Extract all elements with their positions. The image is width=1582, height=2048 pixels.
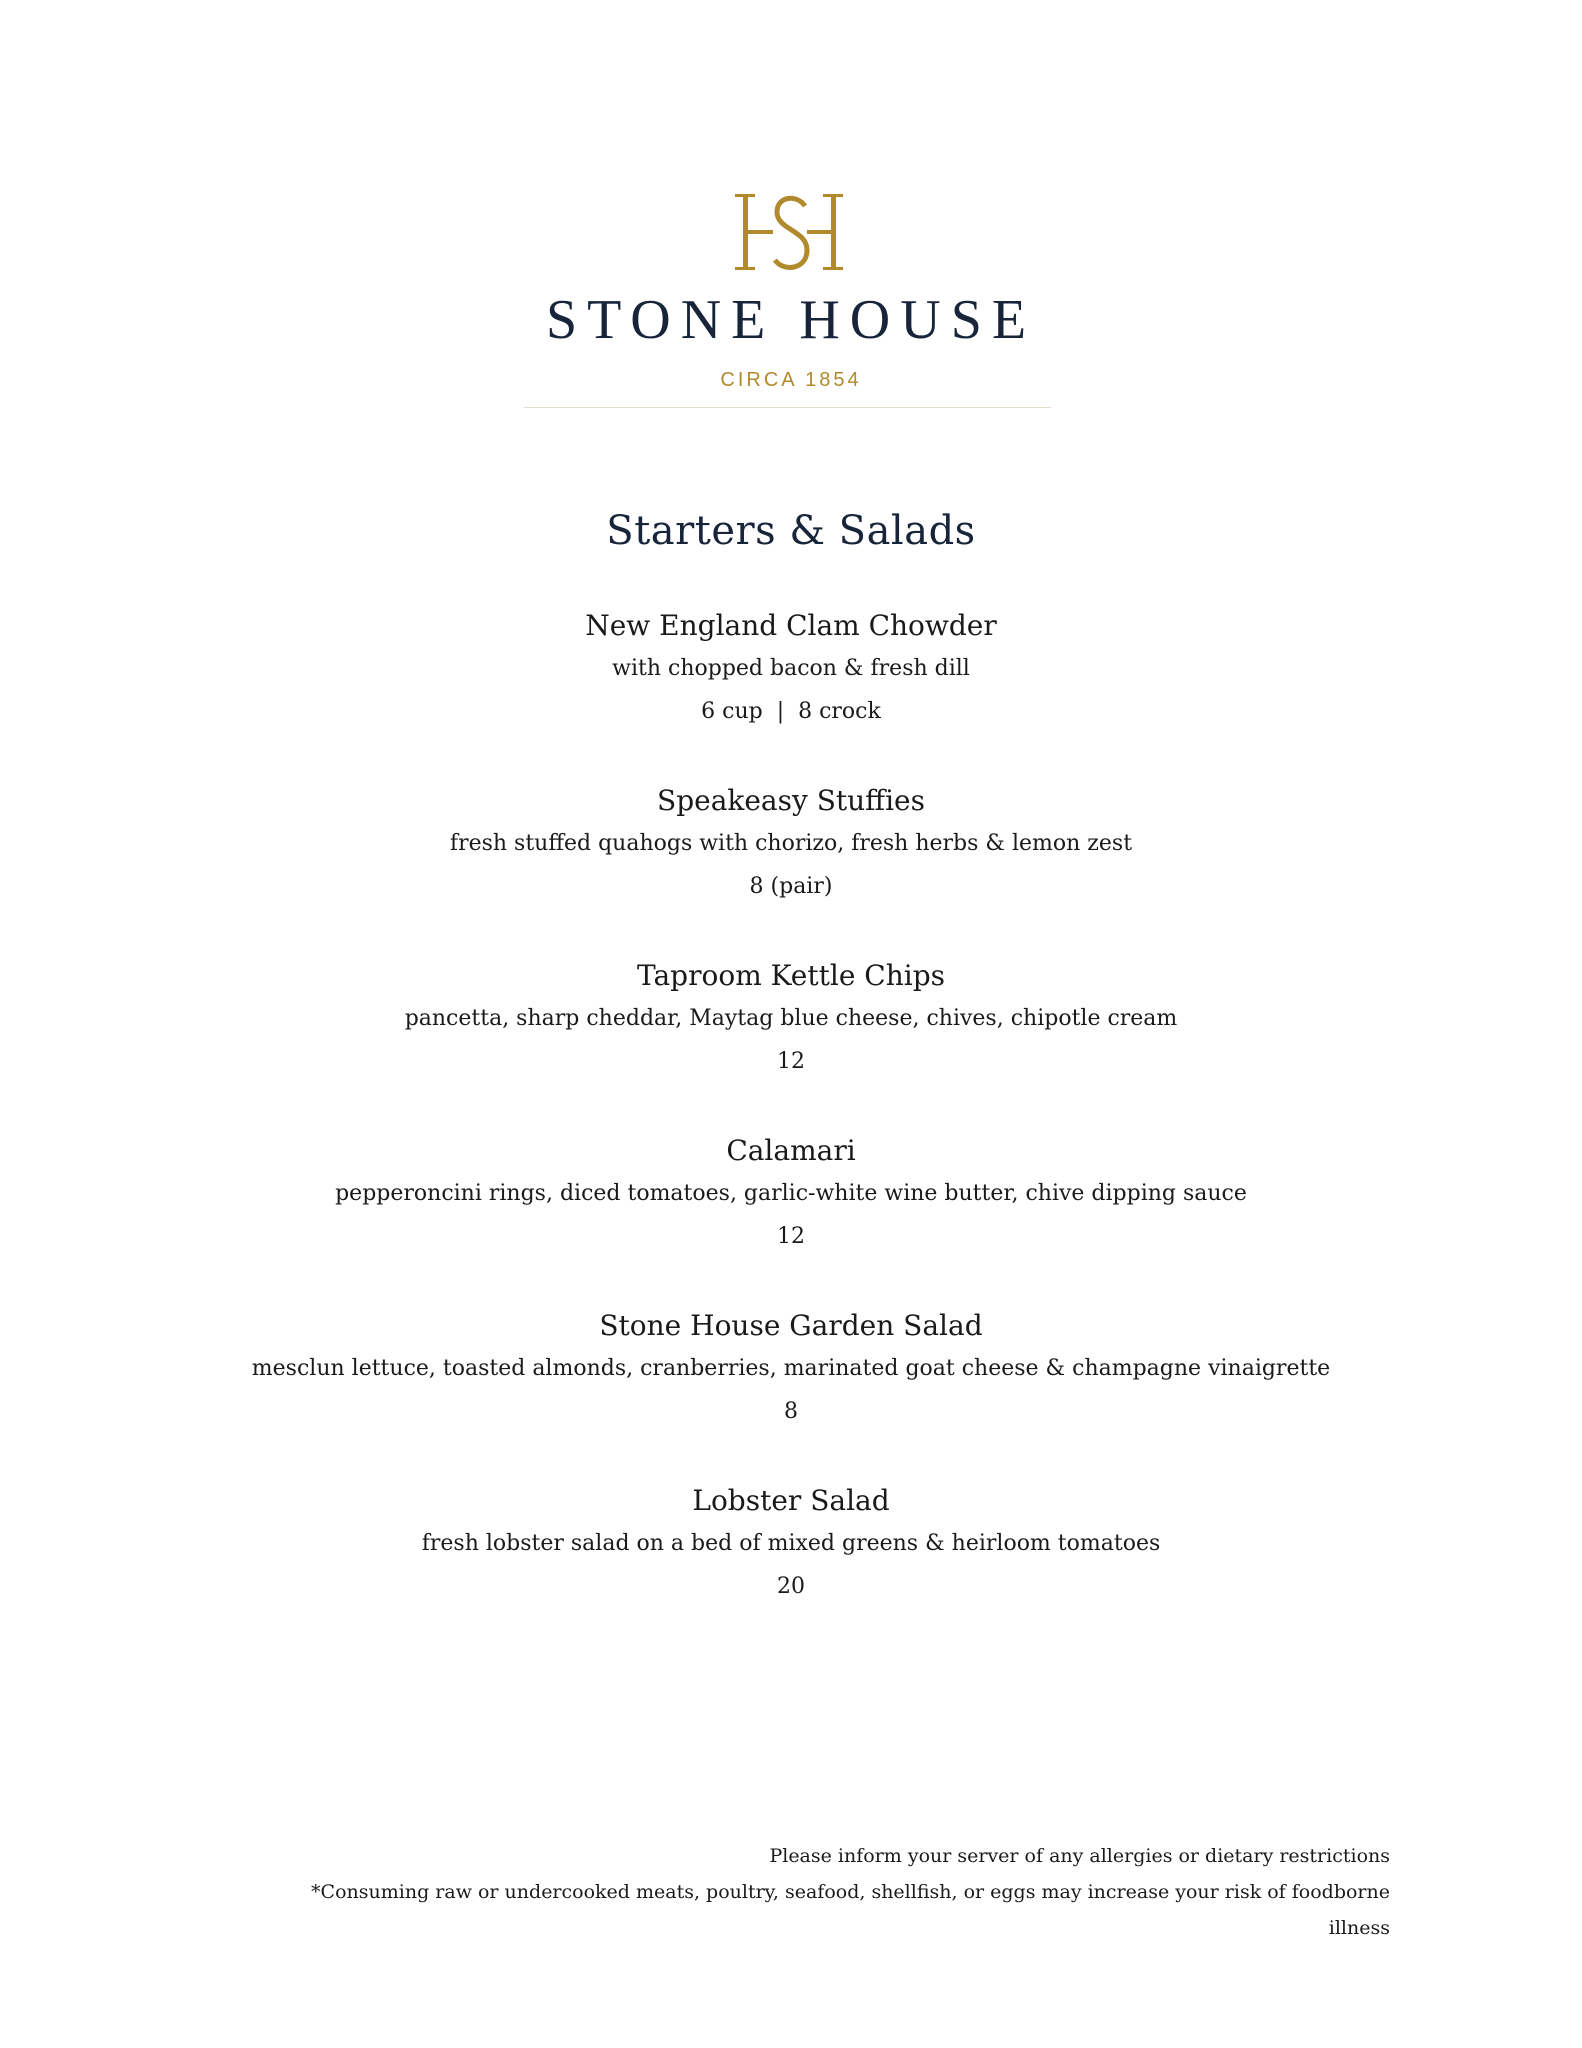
item-description: fresh lobster salad on a bed of mixed greens & heirloom tomatoes xyxy=(421,1531,1161,1556)
menu-item xyxy=(0,781,1582,956)
item-price: 8 (pair) xyxy=(749,874,833,899)
menu-item xyxy=(0,1481,1582,1656)
monogram-logo-icon xyxy=(731,190,851,280)
menu-item xyxy=(0,1131,1582,1306)
item-name: Lobster Salad xyxy=(692,1484,890,1517)
item-description: pancetta, sharp cheddar, Maytag blue cheese, chives, chipotle cream xyxy=(404,1006,1178,1031)
item-name: New England Clam Chowder xyxy=(585,609,997,642)
item-price: 12 xyxy=(777,1049,805,1074)
brand-name: STONE HOUSE xyxy=(545,289,1037,351)
allergy-note: Please inform your server of any allergies or dietary restrictions xyxy=(769,1845,1390,1867)
food-safety-warning-continued: illness xyxy=(1328,1917,1390,1939)
food-safety-warning: *Consuming raw or undercooked meats, poultry, seafood, shellfish, or eggs may increase your risk of foodborne xyxy=(311,1881,1390,1903)
item-description: mesclun lettuce, toasted almonds, cranberries, marinated goat cheese & champagne vinaigrette xyxy=(251,1356,1331,1381)
item-price: 6 cup | 8 crock xyxy=(701,699,881,724)
item-price: 8 xyxy=(784,1399,798,1424)
item-name: Speakeasy Stuffies xyxy=(657,784,925,817)
item-description: with chopped bacon & fresh dill xyxy=(612,656,970,681)
menu-item xyxy=(0,1306,1582,1481)
brand-tagline: CIRCA 1854 xyxy=(720,369,862,391)
logo-divider xyxy=(524,407,1051,408)
menu-list xyxy=(0,606,1582,1656)
item-price: 20 xyxy=(777,1574,805,1599)
item-price: 12 xyxy=(777,1224,805,1249)
item-name: Stone House Garden Salad xyxy=(599,1309,983,1342)
item-name: Calamari xyxy=(726,1134,856,1167)
menu-item xyxy=(0,606,1582,781)
item-description: pepperoncini rings, diced tomatoes, garlic-white wine butter, chive dipping sauce xyxy=(335,1181,1247,1206)
section-title: Starters & Salads xyxy=(606,508,976,554)
item-name: Taproom Kettle Chips xyxy=(636,959,946,992)
item-description: fresh stuffed quahogs with chorizo, fresh herbs & lemon zest xyxy=(449,831,1133,856)
footer-notes xyxy=(190,1838,1390,1946)
restaurant-logo xyxy=(0,190,1582,390)
menu-item xyxy=(0,956,1582,1131)
